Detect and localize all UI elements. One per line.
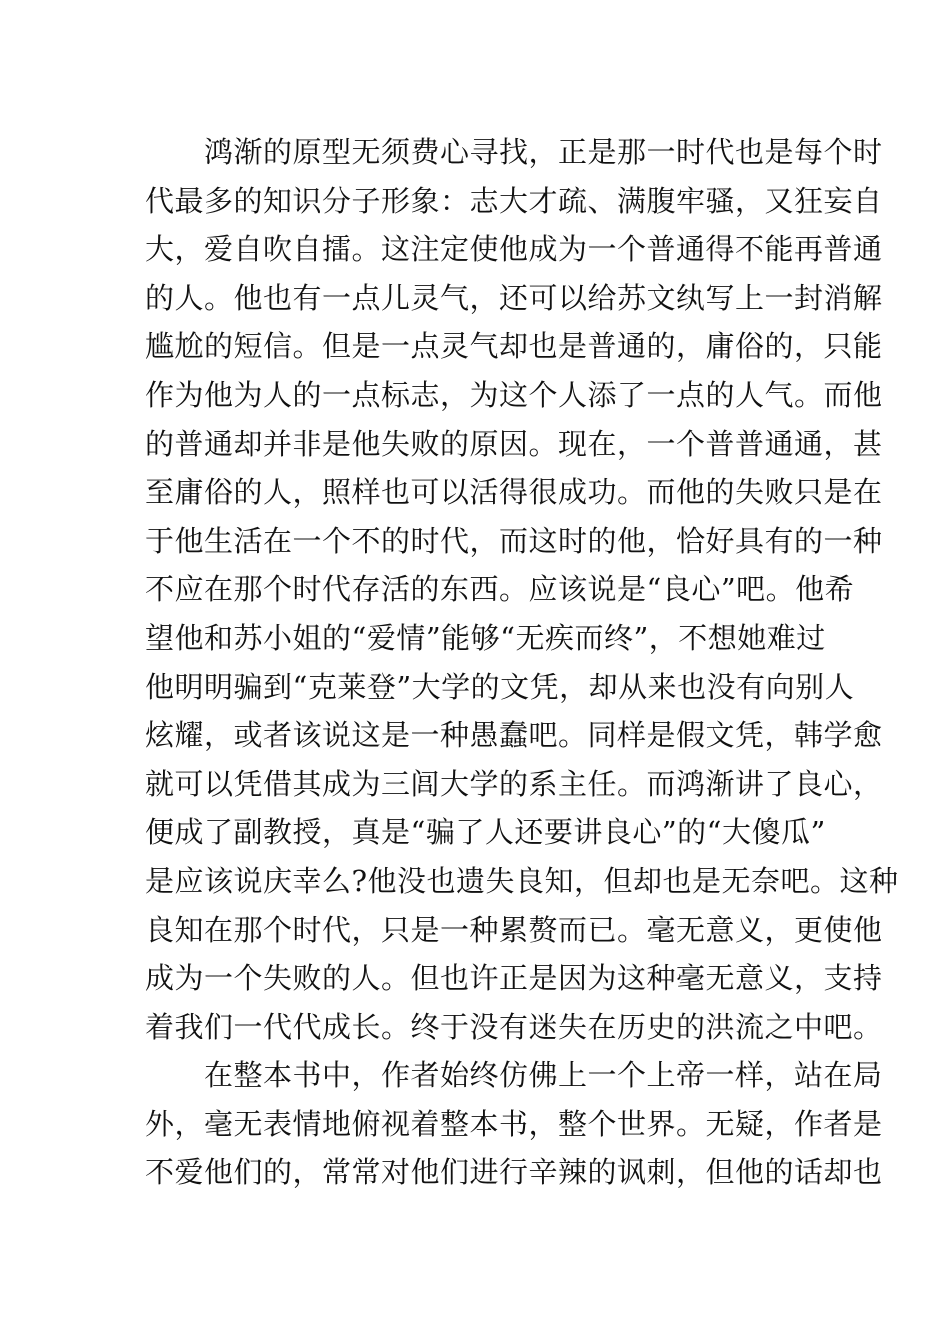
text-line: 的人。他也有一点儿灵气，还可以给苏文纨写上一封消解 — [145, 280, 883, 315]
text-line: 他明明骗到“克莱登”大学的文凭，却从来也没有向别人 — [145, 669, 855, 704]
text-line: 作为他为人的一点标志，为这个人添了一点的人气。而他 — [145, 377, 883, 412]
text-line: 外，毫无表情地俯视着整本书，整个世界。无疑，作者是 — [145, 1106, 883, 1141]
text-line: 就可以凭借其成为三闾大学的系主任。而鸿渐讲了良心， — [145, 766, 883, 801]
text-line: 良知在那个时代，只是一种累赘而已。毫无意义，更使他 — [145, 912, 883, 947]
text-line: 炫耀，或者该说这是一种愚蠢吧。同样是假文凭，韩学愈 — [145, 718, 883, 753]
text-line: 代最多的知识分子形象：志大才疏、满腹牢骚，又狂妄自 — [145, 183, 883, 218]
text-line: 至庸俗的人，照样也可以活得很成功。而他的失败只是在 — [145, 475, 883, 510]
text-line: 望他和苏小姐的“爱情”能够“无疾而终”，不想她难过 — [145, 620, 826, 655]
text-line: 便成了副教授，真是“骗了人还要讲良心”的“大傻瓜” — [145, 815, 826, 850]
text-line: 大，爱自吹自擂。这注定使他成为一个普通得不能再普通 — [145, 232, 883, 267]
text-line: 着我们一代代成长。终于没有迷失在历史的洪流之中吧。 — [145, 1009, 883, 1044]
text-line: 于他生活在一个不的时代，而这时的他，恰好具有的一种 — [145, 523, 883, 558]
text-line: 在整本书中，作者始终仿佛上一个上帝一样，站在局 — [145, 1058, 883, 1093]
text-line: 鸿渐的原型无须费心寻找，正是那一时代也是每个时 — [145, 135, 883, 169]
text-line: 是应该说庆幸么?他没也遗失良知，但却也是无奈吧。这种 — [145, 863, 899, 898]
text-line: 不应在那个时代存活的东西。应该说是“良心”吧。他希 — [145, 572, 855, 607]
text-line: 成为一个失败的人。但也许正是因为这种毫无意义，支持 — [145, 961, 883, 996]
body-text — [145, 128, 899, 1197]
text-line: 不爱他们的，常常对他们进行辛辣的讽刺，但他的话却也 — [145, 1155, 883, 1190]
text-line: 的普通却并非是他失败的原因。现在，一个普普通通，甚 — [145, 426, 883, 461]
text-line: 尴尬的短信。但是一点灵气却也是普通的，庸俗的，只能 — [145, 329, 883, 364]
